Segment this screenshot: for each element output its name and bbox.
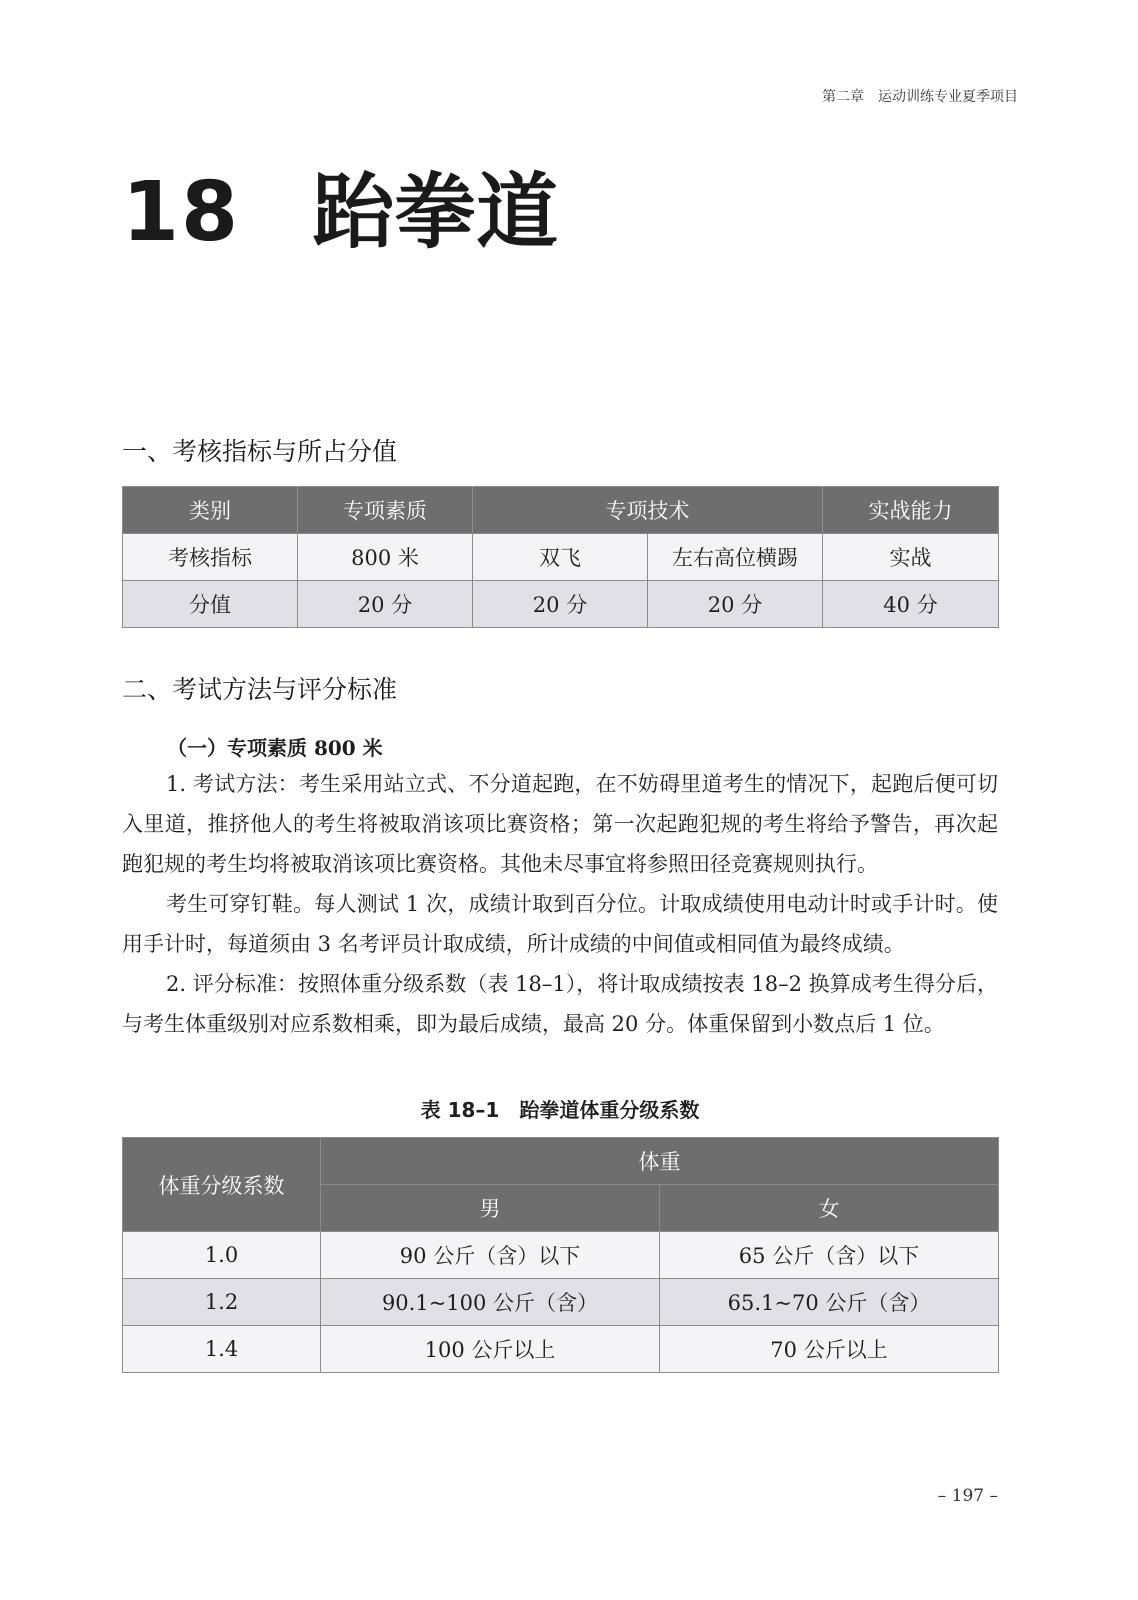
table-cell: 800 米 xyxy=(298,534,473,581)
table-row xyxy=(123,581,999,628)
assessment-table xyxy=(122,486,999,628)
table-cell: 1.2 xyxy=(123,1279,321,1326)
table-header-cell: 专项素质 xyxy=(298,487,473,534)
table-cell: 65.1~70 公斤（含） xyxy=(660,1279,999,1326)
table-header-cell: 体重 xyxy=(321,1138,999,1185)
table-cell: 40 分 xyxy=(823,581,999,628)
subsection-heading: （一）专项素质 800 米 xyxy=(167,736,383,760)
table-header-cell: 类别 xyxy=(123,487,298,534)
table-cell: 双飞 xyxy=(473,534,648,581)
table-header-row xyxy=(123,487,999,534)
paragraph: 考生可穿钉鞋。每人测试 1 次，成绩计取到百分位。计取成绩使用电动计时或手计时。使用手计时，每道须由 3 名考评员计取成绩，所计成绩的中间值或相同值为最终成绩。 xyxy=(122,892,998,956)
chapter-name: 跆拳道 xyxy=(312,165,559,260)
table-row xyxy=(123,1232,999,1279)
table-cell: 20 分 xyxy=(648,581,823,628)
table-cell: 左右高位横踢 xyxy=(648,534,823,581)
table-cell: 20 分 xyxy=(473,581,648,628)
table-cell: 70 公斤以上 xyxy=(660,1326,999,1373)
paragraph: 1. 考试方法：考生采用站立式、不分道起跑，在不妨碍里道考生的情况下，起跑后便可切入里道，推挤他人的考生将被取消该项比赛资格；第一次起跑犯规的考生将给予警告，再次起跑犯规的考生均将被取消该项比赛资格。其他未尽事宜将参照田径竞赛规则执行。 xyxy=(122,772,998,876)
table-cell: 考核指标 xyxy=(123,534,298,581)
running-header: 第二章 运动训练专业夏季项目 xyxy=(822,89,1018,105)
body-text xyxy=(122,764,998,1044)
chapter-title xyxy=(122,165,559,260)
table-header-cell: 实战能力 xyxy=(823,487,999,534)
table-row xyxy=(123,534,999,581)
table-row xyxy=(123,1326,999,1373)
paragraph: 2. 评分标准：按照体重分级系数（表 18–1），将计取成绩按表 18–2 换算成考生得分后，与考生体重级别对应系数相乘，即为最后成绩，最高 20 分。体重保留到小数点后 1 位。 xyxy=(122,972,998,1036)
table-cell: 100 公斤以上 xyxy=(321,1326,660,1373)
table-cell: 1.0 xyxy=(123,1232,321,1279)
table-header-cell: 男 xyxy=(321,1185,660,1232)
section2-heading: 二、考试方法与评分标准 xyxy=(122,675,398,704)
table-caption: 表 18–1 跆拳道体重分级系数 xyxy=(420,1098,700,1122)
table-cell: 分值 xyxy=(123,581,298,628)
weight-coefficient-table xyxy=(122,1137,999,1373)
table-header-cell: 体重分级系数 xyxy=(123,1138,321,1232)
table-row xyxy=(123,1279,999,1326)
section1-heading: 一、考核指标与所占分值 xyxy=(122,437,398,466)
table-header-row xyxy=(123,1138,999,1185)
table-cell: 20 分 xyxy=(298,581,473,628)
table-cell: 1.4 xyxy=(123,1326,321,1373)
table-cell: 90 公斤（含）以下 xyxy=(321,1232,660,1279)
table-header-cell: 专项技术 xyxy=(473,487,823,534)
table-cell: 实战 xyxy=(823,534,999,581)
chapter-number: 18 xyxy=(122,165,241,260)
table-header-cell: 女 xyxy=(660,1185,999,1232)
table-cell: 65 公斤（含）以下 xyxy=(660,1232,999,1279)
table-cell: 90.1~100 公斤（含） xyxy=(321,1279,660,1326)
page-number: – 197 – xyxy=(937,1486,998,1506)
